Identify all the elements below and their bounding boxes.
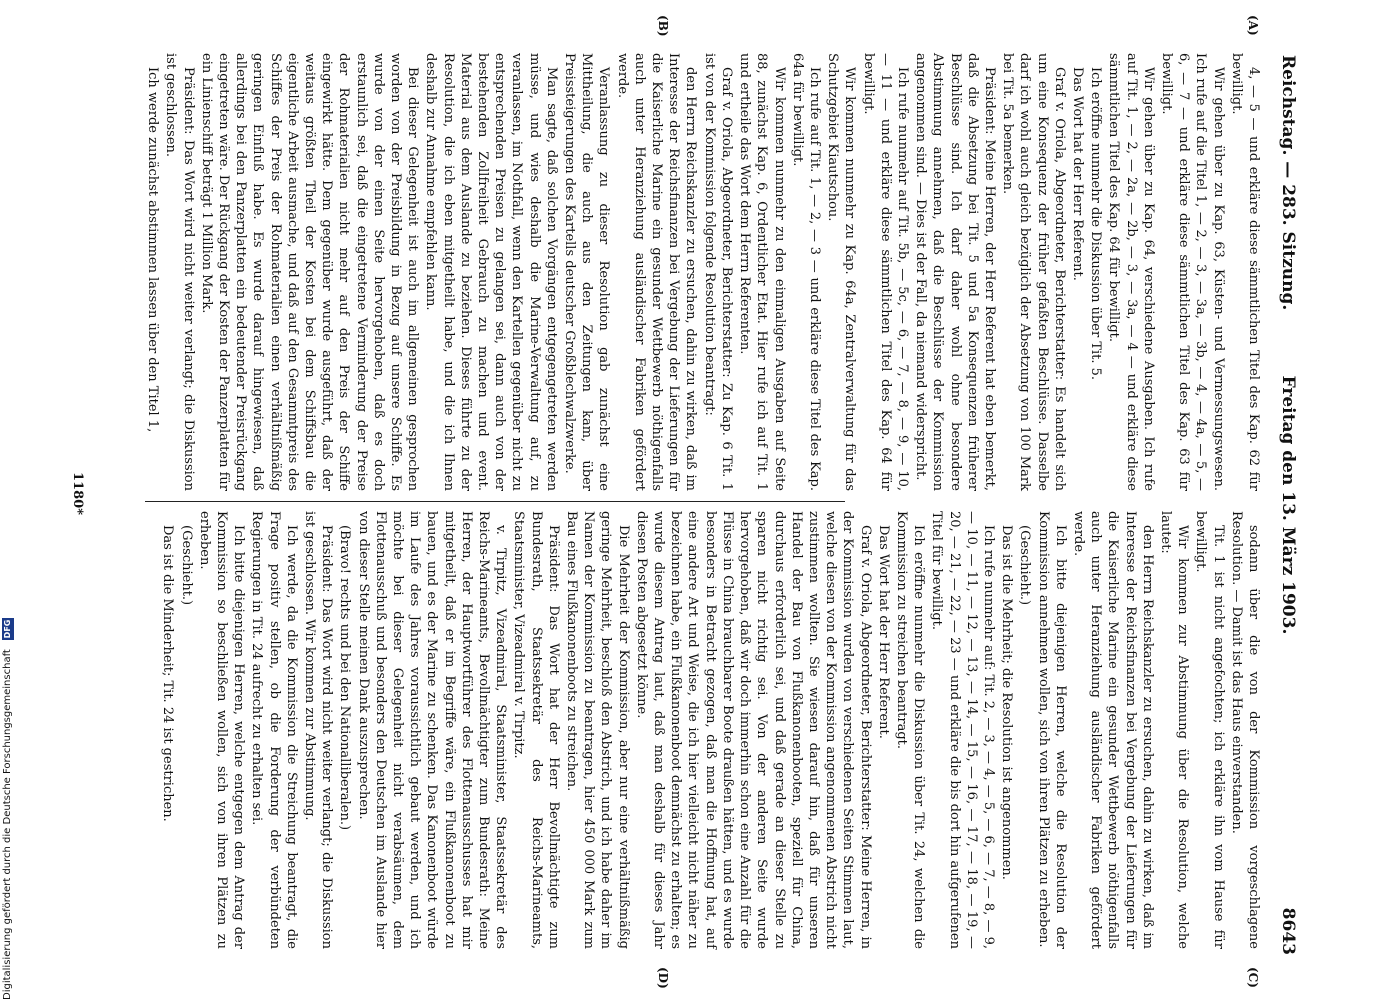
paragraph: Graf v. Oriola, Abgeordneter, Berichterstatter: Zu Kap. 6 Tit. 1 ist von der Kommission folgende Resolution beantragt:: [701, 53, 734, 491]
dfg-logo: DFG: [3, 619, 12, 639]
paragraph: Wir kommen zur Abstimmung über die Resolution, welche lautet:: [1157, 511, 1191, 949]
paragraph: (Bravo! rechts und bei den Nationalliberalen.): [337, 525, 353, 831]
paragraph: Wir kommen nunmehr zu den einmaligen Ausgaben auf Seite 88, zunächst Kap. 6, Ordentlicher Etat. Hier rufe ich auf Tit. 1 und ertheile das Wort dem Herrn Referenten.: [737, 53, 787, 491]
paragraph: Ich werde, da die Kommission die Streichung beantragt, die Frage positiv stellen, ob die Forderung der verbündeten Regierungen in Tit. 24 aufrecht zu erhalten sei.: [249, 511, 299, 949]
paragraph: Wir gehen über zu Kap. 64, verschiedene Ausgaben. Ich rufe auf Tit. 1, — 2, — 2a, — 2b, — 3, — 3a, — 4 — und erkläre diese sämmtlichen Titel des Kap. 64 für bewilligt.: [1106, 53, 1156, 491]
paragraph: Ich werde zunächst abstimmen lassen über den Titel 1,: [145, 67, 161, 433]
left-column: [143, 53, 1262, 491]
paragraph: Ich rufe nunmehr auf Tit. 5b, — 5c, — 6, — 7, — 8, — 9, — 10, — 11 — und erkläre diese sämmtlichen Titel des Kap. 64 für bewilligt.: [860, 53, 910, 491]
paragraph: Präsident: Das Wort wird nicht weiter verlangt; die Diskussion ist geschlossen.: [163, 53, 196, 491]
paragraph: Graf v. Oriola, Abgeordneter, Berichterstatter: Meine Herren, in der Kommission wurden von verschiedenen Seiten Stimmen laut, welche diesen von der Kommission angenommenen Abstrich nicht zustimmen wollten. Sie wiesen darauf hin, daß für unseren Handel der Bau von Flußkanonenbooten, speziell für China, durchaus erforderlich sei, und daß gerade an dieser Stelle zu sparen nicht richtig sei. Von der anderen Seite wurde hervorgehoben, daß wir doch immerhin schon eine Anzahl für die Flüsse in China brauchbarer Boote draußen hätten, und es wurde besonders in Betracht gezogen, daß man die Hoffnung hat, auf eine andere Art und Weise, die ich hier vielleicht nicht näher zu bezeichnen habe, ein Flußkanonenboot demnächst zu erhalten; es wurde diesem Antrag laut, daß man deshalb für dieses Jahr diesen Posten abgesetzt könne.: [633, 511, 873, 949]
margin-marker-a: (A): [1246, 15, 1260, 36]
right-column: [158, 511, 1262, 949]
paragraph: v. Tirpitz, Vizeadmiral, Staatsminister, Staatssekretär des Reichs-Marineamts, Bevollmächtigter zum Bundesrath: Meine Herren, der Hauptwortführer des Flottenausschusses hat mir mitgetheilt, daß er im Begriffe wäre, ein Flußkanonenboot zu bauen, und es der Marine zu schenken. Das Kanonenboot würde im Laufe des Jahres voraussichtlich gebaut werden, und ich möchte bei dieser Gelegenheit nicht verabsäumen, dem Flottenausschuß und besonders den Deutschen im Auslande hier von dieser Stelle meinen Dank auszusprechen.: [355, 511, 509, 949]
margin-marker-d: (D): [656, 967, 670, 989]
paragraph: 4, — 5 — und erkläre diese sämmtlichen Titel des Kap. 62 für bewilligt.: [1228, 53, 1261, 491]
margin-marker-c: (C): [1246, 967, 1260, 988]
digitization-notice: [2, 618, 14, 1000]
paragraph: Das Wort hat der Herr Referent.: [1069, 67, 1085, 281]
paragraph: Präsident: Meine Herren, der Herr Referent hat eben bemerkt, daß die Absetzung bei Tit. 5 und 5a Konsequenzen früherer Beschlüsse sind. Ich darf daher wohl ohne besondere Abstimmung annehmen, daß die Beschlüsse der Kommission angenommen sind. — Dies ist der Fall, da niemand widerspricht.: [913, 53, 997, 491]
paragraph: Die Mehrheit der Kommission, aber nur eine verhältnißmäßig geringe Mehrheit, beschloß den Abstrich, und ich habe daher im Namen der Kommission zu beantragen, hier 450 000 Mark zum Bau eines Flußkanonenboots zu streichen.: [564, 511, 631, 949]
paragraph: Man sagte, daß solchen Vorgängen entgegengetreten werden müsse, und wies deshalb die Marine-Verwaltung auf, zu veranlassen, im Nothfall, wenn den Kartellen gegenüber nicht zu entsprechenden Preisen zu gelangen sei, dann auch von der bestehenden Zollfreiheit Gebrauch zu machen und event. Material aus dem Auslande zu beziehen. Dieses führte zu der Resolution, die ich eben mitgetheilt habe, und die ich Ihnen deshalb zur Annahme empfehlen kann.: [423, 53, 559, 491]
header-date: Freitag den 13. März 1903.: [1278, 375, 1298, 635]
header-page-number: 8643: [1278, 907, 1298, 955]
footer-number: 1180*: [70, 472, 85, 515]
paragraph: Ich rufe nunmehr auf: Tit. 2, — 3, — 4, — 5, — 6, — 7, — 8, — 9, — 10, — 11, — 12, — 13, — 14, — 15, — 16, — 17, — 18, — 19, — 20, — 21, — 22, — 23 — und erkläre die bis dort hin aufgerufenen Titel für bewilligt.: [929, 511, 996, 949]
paragraph: Veranlassung zu dieser Resolution gab zunächst eine Mittheilung, die auch aus den Zeitungen kam, über Preissteigerungen des Kartells deutscher Großblechwalzwerke.: [562, 53, 612, 491]
paragraph: (Geschieht.): [1017, 525, 1033, 606]
paragraph: Tit. 1 ist nicht angefochten; ich erkläre ihn vom Hause für bewilligt.: [1193, 511, 1226, 949]
header-session: Reichstag. — 283. Sitzung.: [1278, 55, 1298, 311]
paragraph: sodann über die von der Kommission vorgeschlagene Resolution. — Damit ist das Haus einverstanden.: [1228, 511, 1261, 949]
paragraph: Wir gehen über zu Kap. 63, Küsten- und Vermessungswesen. Ich rufe auf die Titel 1, — 2, — 3, — 3a, — 3b, — 4, — 4a, — 5, — 6, — 7 — und erkläre diese sämmtlichen Titel des Kap. 63 für bewilligt.: [1158, 53, 1226, 491]
column-divider: [145, 501, 845, 502]
paragraph: Das ist die Minderheit; Tit. 24 ist gestrichen.: [160, 525, 176, 822]
paragraph: Bei dieser Gelegenheit ist auch im allgemeinen gesprochen worden von der Preisbildung in Bezug auf unsere Schiffe. Es wurde von der einen Seite hervorgehoben, daß es doch erstaunlich sei, daß die eingetretene Verminderung der Preise der Rohmaterialien nicht mehr auf den Preis der Schiffe eingewirkt hätte. Dem gegenüber wurde ausgeführt, daß der weitaus größten Theil der Kosten bei dem Schiffsbau die eigentliche Arbeit ausmache, und daß auf den Gesammtpreis des Schiffes der Preis der Rohmaterialien einen verhältnißmäßig geringen Einfluß habe. Es wurde darauf hingewiesen, daß allerdings bei den Panzerplatten ein bedeutender Preisrückgang eingetreten wäre. Der Rückgang der Kosten der Panzerplatten für ein Linienschiff beträgt 1 Million Mark.: [198, 53, 421, 491]
paragraph: Graf v. Oriola, Abgeordneter, Berichterstatter: Es handelt sich um eine Konsequenz der früher gefaßten Beschlüsse. Dasselbe darf ich wohl auch gleich bezüglich der Absetzung von 100 Mark bei Tit. 5a bemerken.: [1000, 53, 1067, 491]
paragraph: Präsident: Das Wort wird nicht weiter verlangt; die Diskussion ist geschlossen. Wir kommen zur Abstimmung.: [302, 511, 335, 949]
paragraph: Wir kommen nunmehr zu Kap. 64a, Zentralverwaltung für das Schutzgebiet Kiautschou.: [825, 53, 858, 491]
paragraph: Ich bitte diejenigen Herren, welche die Resolution der Kommission annehmen wollen, sich von ihren Plätzen zu erheben.: [1035, 511, 1068, 949]
paragraph: den Herrn Reichskanzler zu ersuchen, dahin zu wirken, daß im Interesse der Reichsfinanzen bei Vergebung der Lieferungen für die Kaiserliche Marine ein gesunder Wettbewerb nöthigenfalls auch unter Heranziehung ausländischer Fabriken gefördert werde.: [614, 53, 699, 491]
document-page: [60, 15, 1300, 989]
paragraph: (Geschieht.): [178, 525, 194, 606]
paragraph: Ich rufe auf Tit. 1, — 2, — 3 — und erkläre diese Titel des Kap. 64a für bewilligt.: [789, 53, 822, 491]
paragraph: Ich eröffne nunmehr die Diskussion über Tit. 24, welchen die Kommission zu streichen beantragt.: [893, 511, 927, 949]
paragraph: Ich bitte diejenigen Herren, welche entgegen dem Antrag der Kommission so beschließen wollen, sich von ihren Plätzen zu erheben.: [196, 511, 247, 949]
paragraph: Das ist die Mehrheit; die Resolution ist angenommen.: [999, 525, 1015, 880]
paragraph: Präsident: Das Wort hat der Herr Bevollmächtigte zum Bundesrath, Staatssekretär des Reichs-Marineamts, Staatsminister, Vizeadmiral v. Tirpitz.: [511, 511, 561, 949]
page-header: [1270, 45, 1300, 965]
paragraph: den Herrn Reichskanzler zu ersuchen, dahin zu wirken, daß im Interesse der Reichsfinanzen bei Vergebung der Lieferungen für die Kaiserliche Marine ein gesunder Wettbewerb nöthigenfalls auch unter Heranziehung ausländischer Fabriken gefördert werde.: [1070, 511, 1155, 949]
margin-marker-b: (B): [656, 15, 670, 37]
paragraph: Das Wort hat der Herr Referent.: [875, 525, 891, 739]
digitization-text: Digitalisierung gefördert durch die Deutsche Forschungsgemeinschaft: [2, 649, 13, 1000]
paragraph: Ich eröffne nunmehr die Diskussion über Tit. 5.: [1088, 67, 1104, 381]
